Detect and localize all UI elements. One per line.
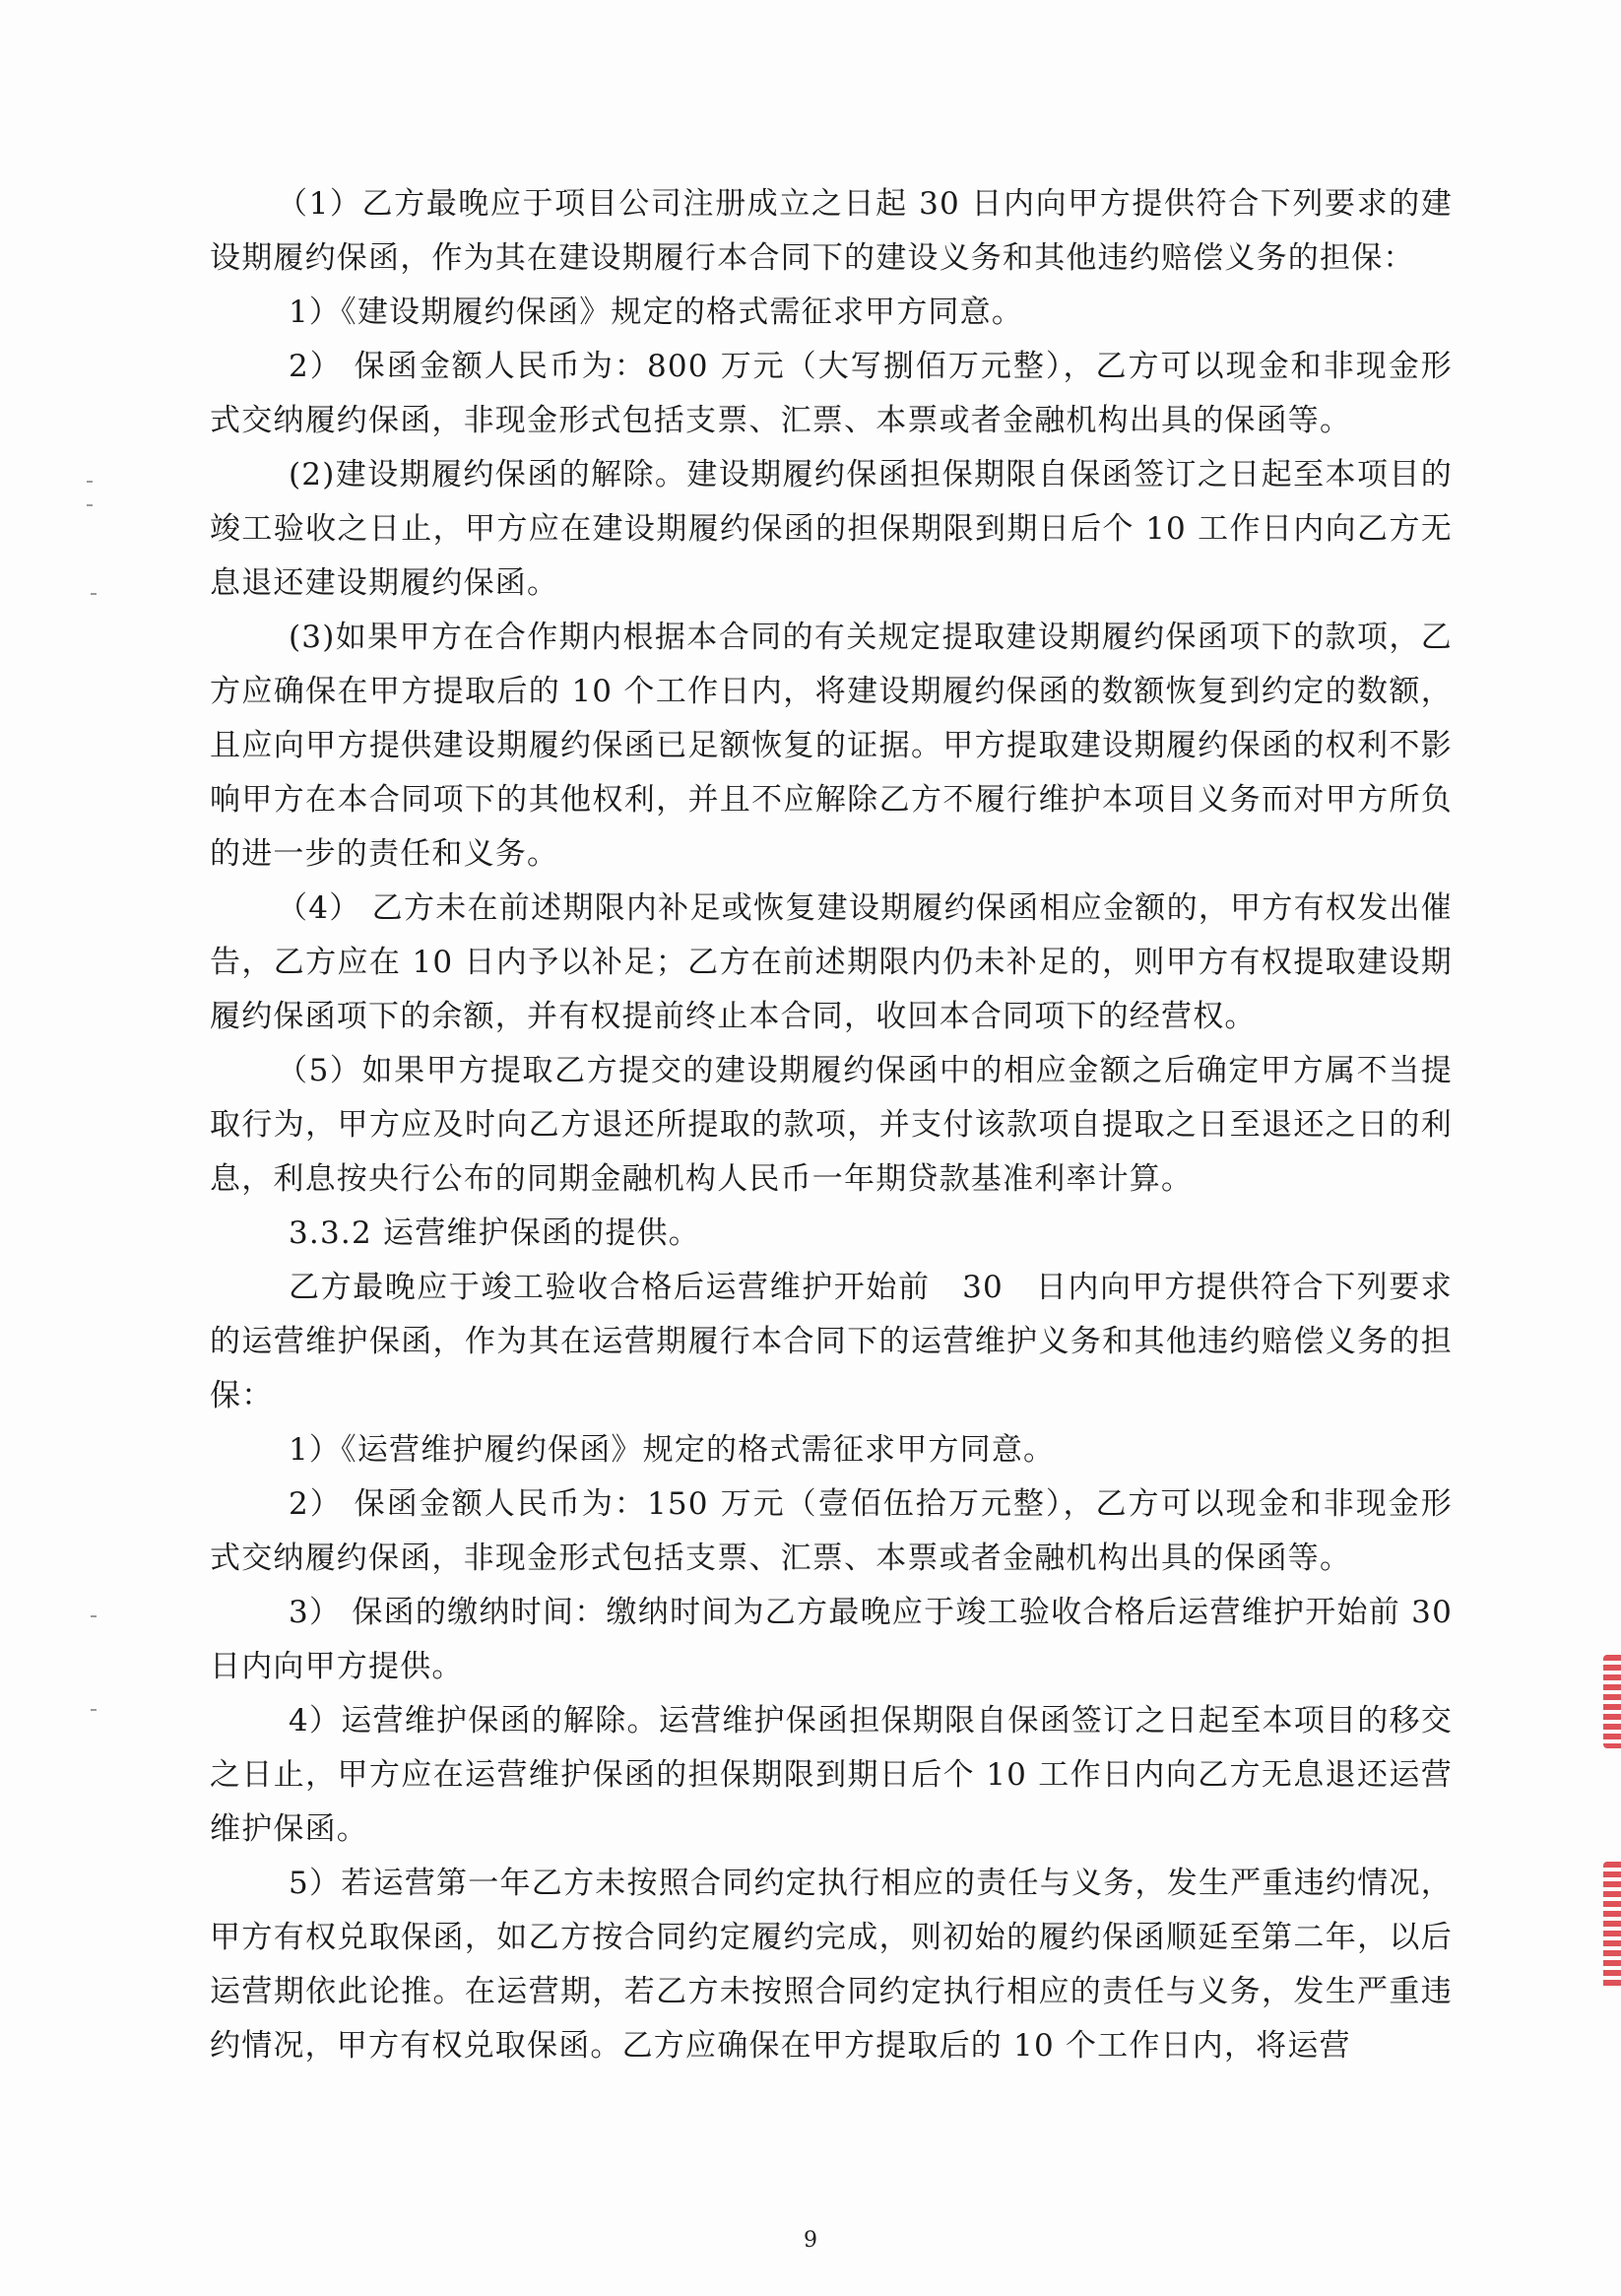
paragraph: 2） 保函金额人民币为：800 万元（大写捌佰万元整），乙方可以现金和非现金形式交纳履约保函，非现金形式包括支票、汇票、本票或者金融机构出具的保函等。 bbox=[210, 349, 1453, 438]
paragraph: 乙方最晚应于竣工验收合格后运营维护开始前 30 日内向甲方提供符合下列要求的运营维护保函，作为其在运营期履行本合同下的运营维护义务和其他违约赔偿义务的担保： bbox=[210, 1270, 1453, 1413]
paragraph: 2） 保函金额人民币为：150 万元（壹佰伍拾万元整），乙方可以现金和非现金形式交纳履约保函，非现金形式包括支票、汇票、本票或者金融机构出具的保函等。 bbox=[210, 1486, 1453, 1576]
page-number: 9 bbox=[804, 2228, 817, 2253]
document-body bbox=[210, 177, 1485, 2073]
paragraph: （4） 乙方未在前述期限内补足或恢复建设期履约保函相应金额的，甲方有权发出催告，乙方应在 10 日内予以补足；乙方在前述期限内仍未补足的，则甲方有权提取建设期履约保函项下的余额，并有权提前终止本合同，收回本合同项下的经营权。 bbox=[210, 890, 1453, 1034]
scan-mark bbox=[91, 1615, 97, 1617]
paragraph: 1）《运营维护履约保函》规定的格式需征求甲方同意。 bbox=[289, 1432, 1056, 1468]
paragraph: 3） 保函的缴纳时间：缴纳时间为乙方最晚应于竣工验收合格后运营维护开始前 30 日内向甲方提供。 bbox=[210, 1595, 1485, 1684]
paragraph: 4）运营维护保函的解除。运营维护保函担保期限自保函签订之日起至本项目的移交之日止，甲方应在运营维护保函的担保期限到期日后个 10 工作日内向乙方无息退还运营维护保函。 bbox=[210, 1703, 1453, 1847]
paragraph: 3.3.2 运营维护保函的提供。 bbox=[289, 1215, 700, 1251]
scan-mark bbox=[87, 481, 93, 483]
scan-mark bbox=[87, 504, 93, 506]
paragraph: (2)建设期履约保函的解除。建设期履约保函担保期限自保函签订之日起至本项目的竣工验收之日止，甲方应在建设期履约保函的担保期限到期日后个 10 工作日内向乙方无息退还建设期履约保函。 bbox=[210, 457, 1453, 601]
seal-edge bbox=[1603, 1655, 1621, 1748]
seal-edge bbox=[1603, 1862, 1621, 1990]
paragraph: (3)如果甲方在合作期内根据本合同的有关规定提取建设期履约保函项下的款项，乙方应确保在甲方提取后的 10 个工作日内，将建设期履约保函的数额恢复到约定的数额，且应向甲方提供建设期履约保函已足额恢复的证据。甲方提取建设期履约保函的权利不影响甲方在本合同项下的其他权利，并且不应解除乙方不履行维护本项目义务而对甲方所负的进一步的责任和义务。 bbox=[210, 620, 1453, 872]
paragraph: （1）乙方最晚应于项目公司注册成立之日起 30 日内向甲方提供符合下列要求的建设期履约保函，作为其在建设期履行本合同下的建设义务和其他违约赔偿义务的担保： bbox=[210, 186, 1453, 276]
paragraph: 1）《建设期履约保函》规定的格式需征求甲方同意。 bbox=[289, 295, 1024, 330]
scan-mark bbox=[91, 593, 97, 595]
scan-mark bbox=[91, 1709, 97, 1711]
paragraph: 5）若运营第一年乙方未按照合同约定执行相应的责任与义务，发生严重违约情况，甲方有权兑取保函，如乙方按合同约定履约完成，则初始的履约保函顺延至第二年，以后运营期依此论推。在运营期，若乙方未按照合同约定执行相应的责任与义务，发生严重违约情况，甲方有权兑取保函。乙方应确保在甲方提取后的 10 个工作日内，将运营 bbox=[210, 1866, 1453, 2064]
paragraph: （5）如果甲方提取乙方提交的建设期履约保函中的相应金额之后确定甲方属不当提取行为，甲方应及时向乙方退还所提取的款项，并支付该款项自提取之日至退还之日的利息，利息按央行公布的同期金融机构人民币一年期贷款基准利率计算。 bbox=[210, 1053, 1453, 1197]
